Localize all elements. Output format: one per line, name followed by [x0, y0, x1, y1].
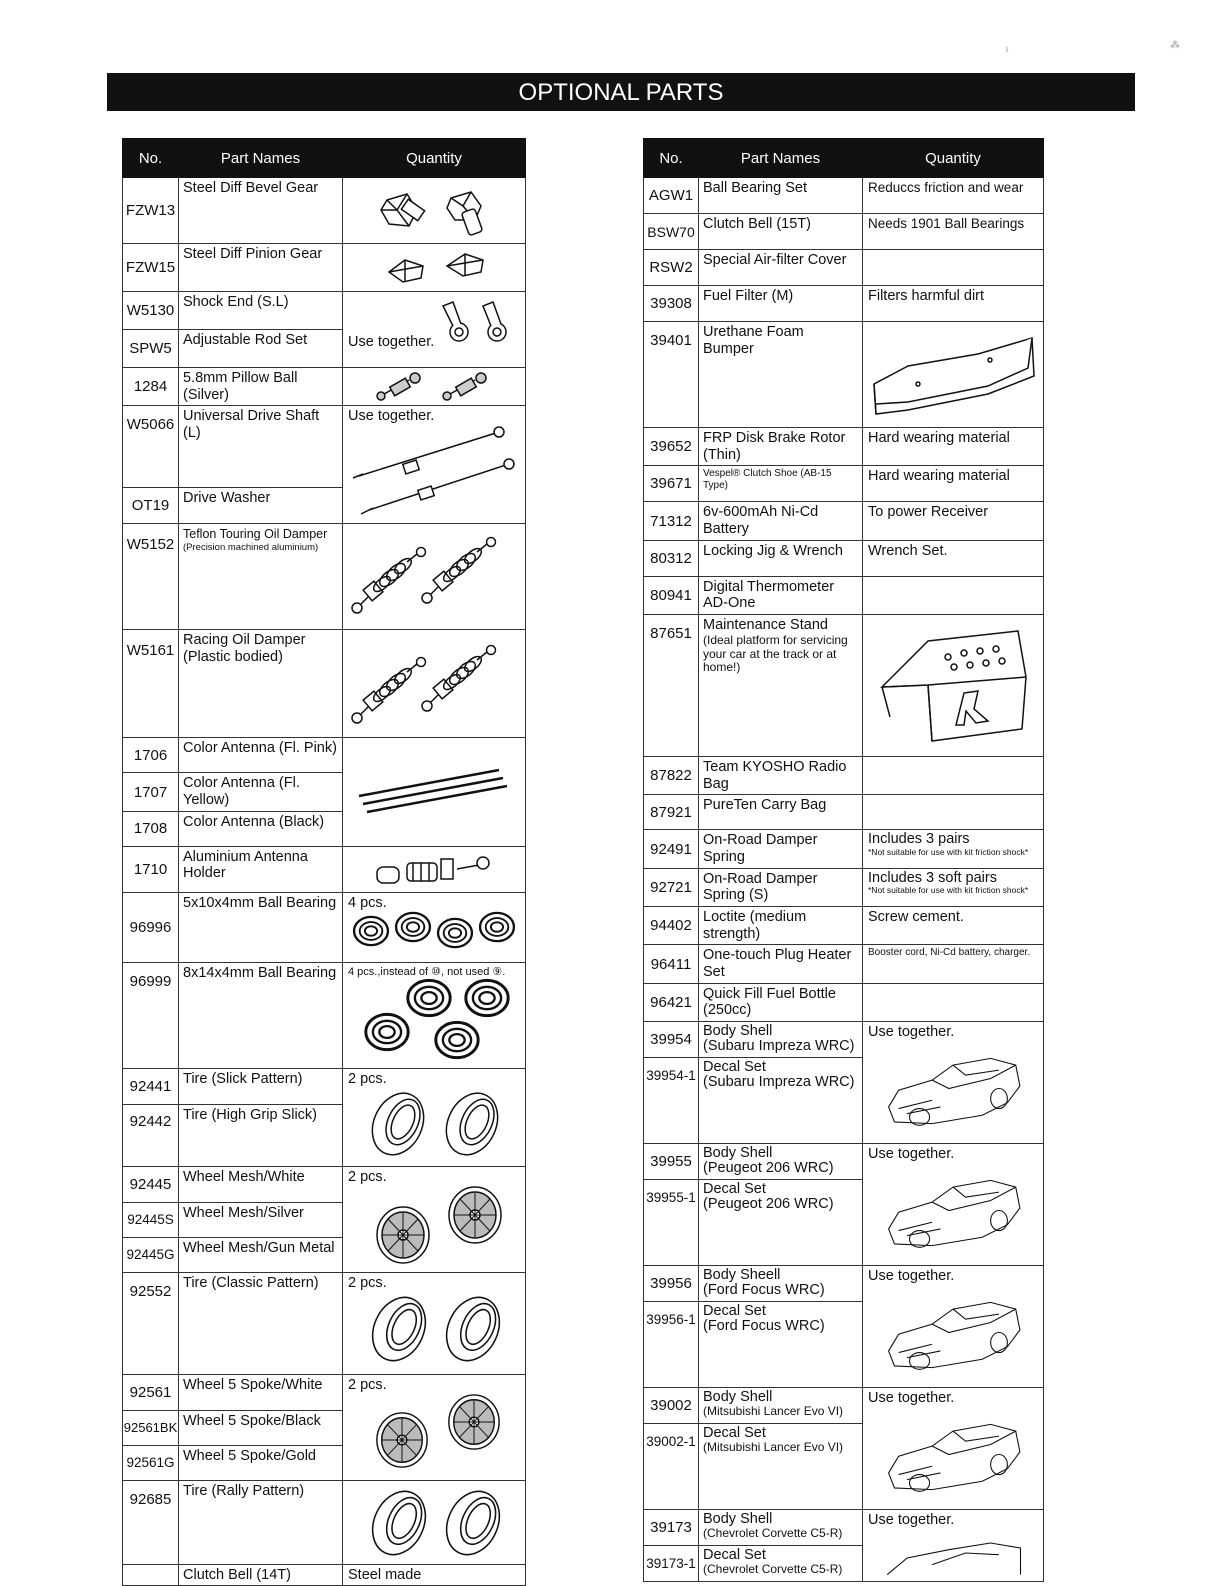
table-header	[123, 139, 526, 178]
quantity-warning: *Not suitable for use with kit friction shock*	[868, 884, 1029, 895]
part-number: 92445S	[123, 1202, 179, 1237]
part-number	[123, 1564, 179, 1586]
scan-mark: ɩ	[1006, 44, 1009, 55]
part-name	[699, 1058, 863, 1144]
part-name-main: Body Shell	[703, 1145, 773, 1162]
part-quantity	[863, 1144, 1044, 1266]
part-number: 39956	[644, 1266, 699, 1302]
pillow-ball-icon	[369, 370, 499, 402]
part-name: Clutch Bell (15T)	[699, 214, 863, 250]
part-name: 5.8mm Pillow Ball (Silver)	[179, 368, 343, 406]
part-name-detail: (Subaru Impreza WRC)	[703, 1038, 855, 1055]
part-name: Universal Drive Shaft (L)	[179, 406, 343, 488]
part-quantity	[343, 1374, 526, 1480]
col-no: No.	[123, 139, 179, 178]
ball-bearing-icon	[349, 978, 519, 1062]
table-row	[644, 286, 1044, 322]
part-quantity: Reduccs friction and wear	[863, 178, 1044, 214]
part-quantity	[343, 406, 526, 524]
part-quantity: Wrench Set.	[863, 540, 1044, 576]
part-name: Vespel® Clutch Shoe (AB-15 Type)	[699, 466, 863, 502]
part-quantity	[343, 524, 526, 630]
part-name: 8x14x4mm Ball Bearing	[179, 962, 343, 1068]
table-row	[123, 406, 526, 488]
part-quantity: Booster cord, Ni-Cd battery, charger.	[863, 945, 1044, 983]
part-name-main: Body Shell	[703, 1023, 773, 1040]
part-number: FZW15	[123, 244, 179, 292]
part-quantity	[343, 630, 526, 738]
part-name: Urethane Foam Bumper	[699, 322, 863, 428]
part-name: Shock End (S.L)	[179, 292, 343, 330]
table-row	[644, 576, 1044, 614]
part-number: 39955-1	[644, 1180, 699, 1266]
table-row	[644, 795, 1044, 830]
part-name	[699, 1266, 863, 1302]
part-number: 92561	[123, 1374, 179, 1410]
oil-damper-icon	[349, 526, 519, 624]
part-quantity: Hard wearing material	[863, 428, 1044, 466]
antenna-holder-icon	[369, 849, 499, 889]
part-number: 1710	[123, 846, 179, 892]
part-number: 39652	[644, 428, 699, 466]
quantity-note: Use together.	[868, 1390, 955, 1407]
col-no: No.	[644, 139, 699, 178]
part-name	[699, 1388, 863, 1424]
col-part-names: Part Names	[179, 139, 343, 178]
part-quantity	[863, 757, 1044, 795]
part-quantity	[343, 846, 526, 892]
part-name-detail: (Mitsubishi Lancer Evo VI)	[703, 1440, 844, 1455]
part-quantity	[863, 250, 1044, 286]
part-name: Wheel 5 Spoke/White	[179, 1374, 343, 1410]
shock-end-icon	[439, 296, 519, 346]
table-row	[123, 368, 526, 406]
part-quantity	[343, 368, 526, 406]
table-row	[644, 830, 1044, 868]
part-quantity	[343, 292, 526, 368]
quantity-note: Use together.	[348, 334, 435, 350]
part-number: 1707	[123, 773, 179, 811]
part-number: 92685	[123, 1480, 179, 1564]
part-number: 92445G	[123, 1237, 179, 1272]
body-shell-icon	[868, 1528, 1038, 1578]
table-row	[644, 502, 1044, 540]
part-name-main: Decal Set	[703, 1547, 766, 1564]
part-number: W5161	[123, 630, 179, 738]
part-quantity	[863, 615, 1044, 757]
part-number: 92561BK	[123, 1410, 179, 1445]
part-quantity: Screw cement.	[863, 907, 1044, 945]
table-row	[123, 892, 526, 962]
table-row	[123, 1166, 526, 1202]
part-name-detail: (Peugeot 206 WRC)	[703, 1160, 834, 1177]
part-number: 96421	[644, 983, 699, 1021]
right-parts-table	[643, 138, 1044, 1582]
part-number: 71312	[644, 502, 699, 540]
part-name: Wheel Mesh/Silver	[179, 1202, 343, 1237]
quantity-note: Use together.	[868, 1146, 955, 1163]
part-number: 92445	[123, 1166, 179, 1202]
part-number: 87651	[644, 615, 699, 757]
part-number: 92721	[644, 868, 699, 906]
part-quantity: Filters harmful dirt	[863, 286, 1044, 322]
part-name-main: Decal Set	[703, 1425, 766, 1442]
part-quantity	[863, 1510, 1044, 1582]
part-number: 92561G	[123, 1445, 179, 1480]
part-name-main: Body Shell	[703, 1389, 773, 1406]
quantity-note: 2 pcs.	[348, 1274, 387, 1291]
table-row	[644, 250, 1044, 286]
oil-damper-icon	[349, 632, 519, 732]
part-name-main: Teflon Touring Oil Damper	[183, 527, 328, 542]
part-name	[699, 1022, 863, 1058]
table-row	[123, 630, 526, 738]
part-quantity	[863, 868, 1044, 906]
table-row	[644, 1266, 1044, 1302]
part-number: 1708	[123, 811, 179, 846]
spoke-wheel-icon	[349, 1393, 519, 1471]
part-name: FRP Disk Brake Rotor (Thin)	[699, 428, 863, 466]
quantity-note: Includes 3 pairs	[868, 831, 970, 848]
part-name: Tire (High Grip Slick)	[179, 1104, 343, 1166]
table-row	[644, 1144, 1044, 1180]
table-row	[644, 983, 1044, 1021]
ball-bearing-icon	[349, 911, 519, 951]
part-quantity	[343, 1480, 526, 1564]
part-name: Steel Diff Bevel Gear	[179, 178, 343, 244]
table-row	[644, 868, 1044, 906]
part-name-detail: (Ford Focus WRC)	[703, 1282, 825, 1299]
part-quantity	[863, 1388, 1044, 1510]
part-number: 80941	[644, 576, 699, 614]
part-quantity	[863, 830, 1044, 868]
part-quantity	[863, 1266, 1044, 1388]
part-number: 39955	[644, 1144, 699, 1180]
part-number: 39956-1	[644, 1302, 699, 1388]
quantity-note: Use together.	[868, 1512, 955, 1529]
part-quantity: Steel made	[343, 1564, 526, 1586]
part-name	[699, 1144, 863, 1180]
tire-icon	[349, 1291, 519, 1367]
part-name-detail: (Ideal platform for servicing your car at the track or at home!)	[703, 632, 848, 675]
part-name: On-Road Damper Spring	[699, 830, 863, 868]
part-name: Color Antenna (Fl. Pink)	[179, 738, 343, 773]
table-row	[644, 945, 1044, 983]
part-name-detail: (Precision machined aluminium)	[183, 542, 319, 554]
part-name: Team KYOSHO Radio Bag	[699, 757, 863, 795]
part-number: OT19	[123, 488, 179, 524]
part-name: Aluminium Antenna Holder	[179, 846, 343, 892]
part-number: 92491	[644, 830, 699, 868]
part-quantity	[343, 244, 526, 292]
quantity-note: Use together.	[868, 1024, 955, 1041]
table-row	[123, 1272, 526, 1374]
part-name: Special Air-filter Cover	[699, 250, 863, 286]
part-number: 87822	[644, 757, 699, 795]
table-row	[644, 178, 1044, 214]
table-row	[123, 244, 526, 292]
part-name: One-touch Plug Heater Set	[699, 945, 863, 983]
part-name	[699, 1424, 863, 1510]
part-name-main: Maintenance Stand	[703, 617, 828, 634]
table-row	[123, 962, 526, 1068]
part-number: 92441	[123, 1068, 179, 1104]
part-number: 96996	[123, 892, 179, 962]
table-row	[644, 428, 1044, 466]
table-row	[123, 1068, 526, 1104]
part-number: 39954	[644, 1022, 699, 1058]
part-name: Tire (Slick Pattern)	[179, 1068, 343, 1104]
quantity-warning: *Not suitable for use with kit friction shock*	[868, 846, 1029, 857]
table-row	[123, 738, 526, 773]
part-name: 6v-600mAh Ni-Cd Battery	[699, 502, 863, 540]
part-name	[179, 524, 343, 630]
part-number: 39401	[644, 322, 699, 428]
part-name	[699, 1302, 863, 1388]
part-number: W5066	[123, 406, 179, 488]
drive-shaft-icon	[349, 424, 519, 516]
part-name: Clutch Bell (14T)	[179, 1564, 343, 1586]
part-name	[699, 1546, 863, 1582]
part-name-detail: (Subaru Impreza WRC)	[703, 1074, 855, 1091]
table-row	[644, 214, 1044, 250]
part-name: Wheel 5 Spoke/Gold	[179, 1445, 343, 1480]
part-quantity: Needs 1901 Ball Bearings	[863, 214, 1044, 250]
part-quantity	[343, 1166, 526, 1272]
part-name-main: Body Shell	[703, 1511, 773, 1528]
left-parts-table	[122, 138, 526, 1586]
part-name: Drive Washer	[179, 488, 343, 524]
tire-icon	[349, 1483, 519, 1561]
part-name	[179, 630, 343, 738]
table-row	[644, 615, 1044, 757]
body-shell-icon	[868, 1284, 1038, 1376]
table-row	[644, 907, 1044, 945]
part-name	[699, 1510, 863, 1546]
part-name: Tire (Classic Pattern)	[179, 1272, 343, 1374]
part-name: PureTen Carry Bag	[699, 795, 863, 830]
part-number: 96411	[644, 945, 699, 983]
table-header	[644, 139, 1044, 178]
part-name-detail: (Mitsubishi Lancer Evo VI)	[703, 1404, 844, 1419]
part-number: BSW70	[644, 214, 699, 250]
part-number: 39002	[644, 1388, 699, 1424]
part-number: 39002-1	[644, 1424, 699, 1510]
col-quantity: Quantity	[343, 139, 526, 178]
part-name-detail: (Peugeot 206 WRC)	[703, 1196, 834, 1213]
antenna-icon	[349, 740, 519, 836]
part-number: 94402	[644, 907, 699, 945]
part-quantity	[343, 1068, 526, 1166]
pinion-gear-icon	[369, 246, 499, 288]
part-number: 39173	[644, 1510, 699, 1546]
part-number: RSW2	[644, 250, 699, 286]
part-name: On-Road Damper Spring (S)	[699, 868, 863, 906]
part-name: Loctite (medium strength)	[699, 907, 863, 945]
part-name: Tire (Rally Pattern)	[179, 1480, 343, 1564]
body-shell-icon	[868, 1040, 1038, 1132]
part-name	[699, 615, 863, 757]
col-part-names: Part Names	[699, 139, 863, 178]
body-shell-icon	[868, 1406, 1038, 1498]
part-number: SPW5	[123, 330, 179, 368]
part-name: Wheel 5 Spoke/Black	[179, 1410, 343, 1445]
table-row	[123, 1374, 526, 1410]
mesh-wheel-icon	[349, 1185, 519, 1267]
part-quantity	[343, 962, 526, 1068]
part-name: Digital Thermometer AD-One	[699, 576, 863, 614]
part-name: Color Antenna (Black)	[179, 811, 343, 846]
table-row	[644, 466, 1044, 502]
part-name	[699, 1180, 863, 1266]
part-name-main: Decal Set	[703, 1059, 766, 1076]
table-row	[123, 1564, 526, 1586]
maintenance-stand-icon	[868, 617, 1038, 747]
table-row	[644, 757, 1044, 795]
page-title: OPTIONAL PARTS	[107, 73, 1135, 111]
part-number: 1706	[123, 738, 179, 773]
quantity-note: 2 pcs.	[348, 1376, 387, 1393]
part-quantity	[343, 738, 526, 846]
body-shell-icon	[868, 1162, 1038, 1254]
part-quantity: To power Receiver	[863, 502, 1044, 540]
quantity-note: 4 pcs.,instead of ⑩, not used ⑨.	[348, 965, 506, 978]
table-row	[644, 540, 1044, 576]
part-quantity	[863, 576, 1044, 614]
part-name-detail: (Chevrolet Corvette C5-R)	[703, 1562, 843, 1577]
part-quantity	[343, 178, 526, 244]
part-number: 92552	[123, 1272, 179, 1374]
part-number: FZW13	[123, 178, 179, 244]
part-number: 87921	[644, 795, 699, 830]
part-name: Locking Jig & Wrench	[699, 540, 863, 576]
quantity-note: Includes 3 soft pairs	[868, 869, 997, 886]
part-name: Ball Bearing Set	[699, 178, 863, 214]
part-name: Steel Diff Pinion Gear	[179, 244, 343, 292]
part-quantity	[863, 322, 1044, 428]
table-row	[123, 292, 526, 330]
part-quantity	[863, 795, 1044, 830]
part-name: Quick Fill Fuel Bottle (250cc)	[699, 983, 863, 1021]
table-row	[123, 178, 526, 244]
part-name-detail: (Chevrolet Corvette C5-R)	[703, 1526, 843, 1541]
part-name: Wheel Mesh/White	[179, 1166, 343, 1202]
part-number: W5152	[123, 524, 179, 630]
part-number: 39671	[644, 466, 699, 502]
table-row	[644, 1510, 1044, 1546]
part-number: 39954-1	[644, 1058, 699, 1144]
part-number: 92442	[123, 1104, 179, 1166]
table-row	[644, 1022, 1044, 1058]
table-row	[123, 524, 526, 630]
part-number: 39173-1	[644, 1546, 699, 1582]
part-number: 96999	[123, 962, 179, 1068]
part-name-main: Decal Set	[703, 1303, 766, 1320]
part-name: Fuel Filter (M)	[699, 286, 863, 322]
table-row	[123, 1480, 526, 1564]
quantity-note: Use together.	[348, 408, 435, 425]
table-row	[644, 322, 1044, 428]
part-number: 1284	[123, 368, 179, 406]
part-quantity	[863, 1022, 1044, 1144]
tire-icon	[349, 1087, 519, 1161]
part-name: 5x10x4mm Ball Bearing	[179, 892, 343, 962]
part-name-main: Decal Set	[703, 1181, 766, 1198]
part-name-main: Racing Oil Damper	[183, 632, 306, 649]
foam-bumper-icon	[868, 324, 1040, 422]
part-number: 80312	[644, 540, 699, 576]
part-name: Adjustable Rod Set	[179, 330, 343, 368]
part-quantity	[343, 1272, 526, 1374]
table-row	[644, 1388, 1044, 1424]
part-name: Wheel Mesh/Gun Metal	[179, 1237, 343, 1272]
table-row	[123, 846, 526, 892]
part-number: W5130	[123, 292, 179, 330]
bevel-gear-icon	[359, 180, 509, 240]
part-name-main: Body Sheell	[703, 1267, 781, 1284]
part-name-detail: (Plastic bodied)	[183, 649, 283, 666]
part-number: AGW1	[644, 178, 699, 214]
col-quantity: Quantity	[863, 139, 1044, 178]
part-quantity	[343, 892, 526, 962]
quantity-note: 2 pcs.	[348, 1168, 387, 1185]
part-quantity: Hard wearing material	[863, 466, 1044, 502]
quantity-note: 4 pcs.	[348, 894, 387, 911]
quantity-note: 2 pcs.	[348, 1070, 387, 1087]
scan-mark: ⁂	[1170, 40, 1180, 51]
quantity-note: Use together.	[868, 1268, 955, 1285]
part-number: 39308	[644, 286, 699, 322]
part-quantity	[863, 983, 1044, 1021]
part-name: Color Antenna (Fl. Yellow)	[179, 773, 343, 811]
part-name-detail: (Ford Focus WRC)	[703, 1318, 825, 1335]
